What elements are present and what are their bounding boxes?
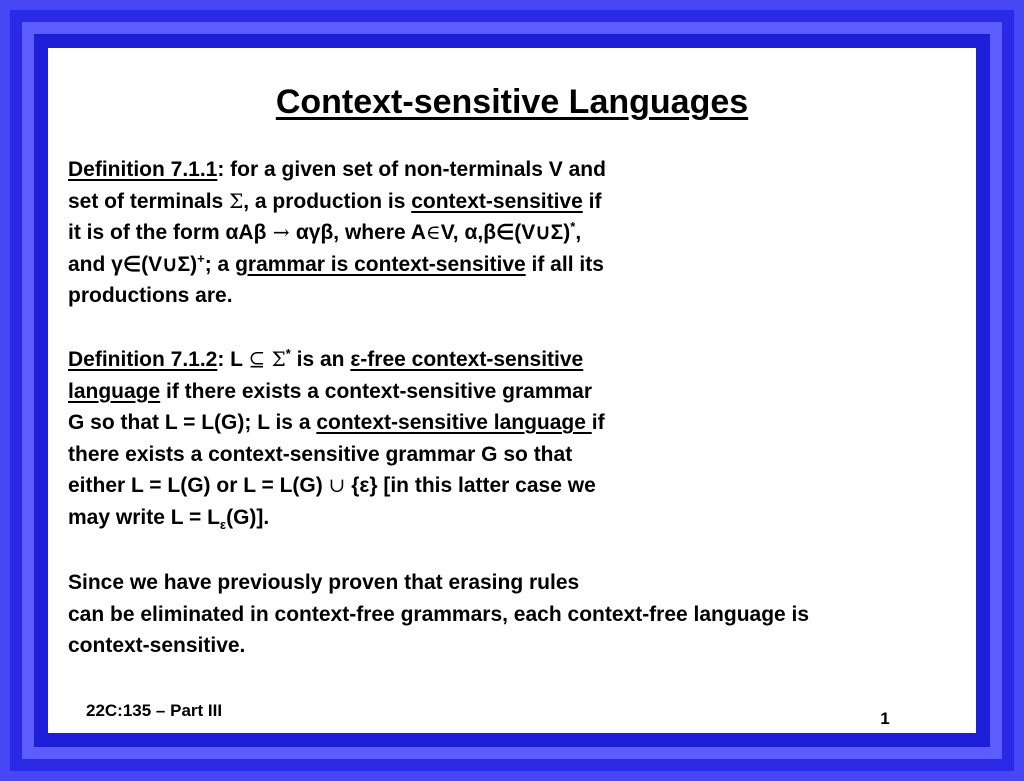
def1-intro: : for a given set of non-terminals V and — [217, 158, 606, 181]
term-epsilon-free: ε-free context-sensitive — [350, 348, 584, 371]
def1-text: ; a — [204, 252, 236, 276]
production-rhs: αγβ — [295, 221, 334, 244]
arrow-symbol: → — [266, 220, 296, 244]
slide-title-text: Context-sensitive Languages — [275, 83, 749, 121]
kleene-plus: + — [197, 250, 205, 266]
conclusion-line-3: context-sensitive. — [68, 634, 246, 657]
subset-symbol: ⊆ — [248, 347, 266, 371]
def1-text: if — [582, 189, 602, 213]
def1-line-2 — [68, 186, 606, 218]
def1-text: it is of the form — [68, 221, 226, 244]
def2-text: may write L = L — [68, 505, 220, 529]
def1-text: and — [68, 252, 112, 276]
sigma-symbol: Σ — [265, 347, 286, 371]
def1-text: , — [575, 221, 582, 244]
element-of-symbol: ∈ — [425, 220, 441, 244]
footer-course: 22C:135 – Part III — [86, 701, 223, 720]
def2-label: Definition 7.1.2 — [68, 348, 218, 371]
def2-text: either L = L(G) or L = L(G) — [68, 474, 329, 497]
def2-text: {ε} [in this latter case we — [345, 474, 596, 497]
def2-text: if — [591, 411, 605, 434]
def1-line-3 — [68, 217, 606, 249]
kleene-star: * — [285, 346, 291, 361]
term-grammar-context-sensitive: grammar is context-sensitive — [235, 252, 526, 276]
slide-title — [0, 80, 1024, 124]
def2-text: (G)]. — [226, 505, 270, 529]
def1-line-1 — [68, 154, 606, 186]
definition-7-1-2 — [68, 344, 605, 533]
def2-text: is an — [290, 348, 351, 371]
term-context-sensitive-language: context-sensitive language — [316, 411, 592, 434]
def2-line-5 — [68, 470, 605, 502]
def1-text: set of terminals — [68, 189, 230, 213]
def2-line-1 — [68, 344, 605, 376]
def1-label: Definition 7.1.1 — [68, 158, 218, 181]
production-lhs: αAβ — [225, 221, 267, 244]
epsilon-subscript: ε — [219, 516, 227, 532]
term-language: language — [68, 379, 161, 403]
def1-text: V, — [440, 221, 465, 244]
definition-7-1-1 — [68, 154, 606, 312]
term-context-sensitive: context-sensitive — [411, 189, 583, 213]
sigma-symbol: Σ — [229, 188, 244, 213]
page-number: 1 — [880, 709, 890, 728]
alpha-beta: α,β — [464, 221, 497, 244]
def2-text: G so that L = L(G); L is a — [68, 411, 317, 434]
def1-text: , where A — [333, 221, 426, 244]
def2-line-4: there exists a context-sensitive grammar G so that — [68, 442, 573, 466]
def2-line-3 — [68, 407, 605, 439]
conclusion-line-2: can be eliminated in context-free grammars, each context-free language is — [68, 602, 810, 626]
def1-text: , a production is — [243, 189, 412, 213]
def2-line-2 — [68, 376, 605, 408]
def2-text: if there exists a context-sensitive grammar — [160, 379, 593, 403]
gamma-membership: γ∈(V∪Σ) — [111, 252, 198, 276]
conclusion-line-1: Since we have previously proven that erasing rules — [68, 571, 580, 594]
def1-text: ∈(V∪Σ) — [496, 221, 571, 244]
def1-line-5: productions are. — [68, 284, 233, 307]
def1-text: if all its — [525, 252, 604, 276]
def1-line-4 — [68, 249, 606, 281]
union-symbol: ∪ — [328, 473, 346, 497]
def2-text: : L — [217, 348, 249, 371]
kleene-star: * — [570, 219, 576, 234]
conclusion-paragraph — [68, 567, 809, 662]
def2-line-6 — [68, 502, 605, 534]
